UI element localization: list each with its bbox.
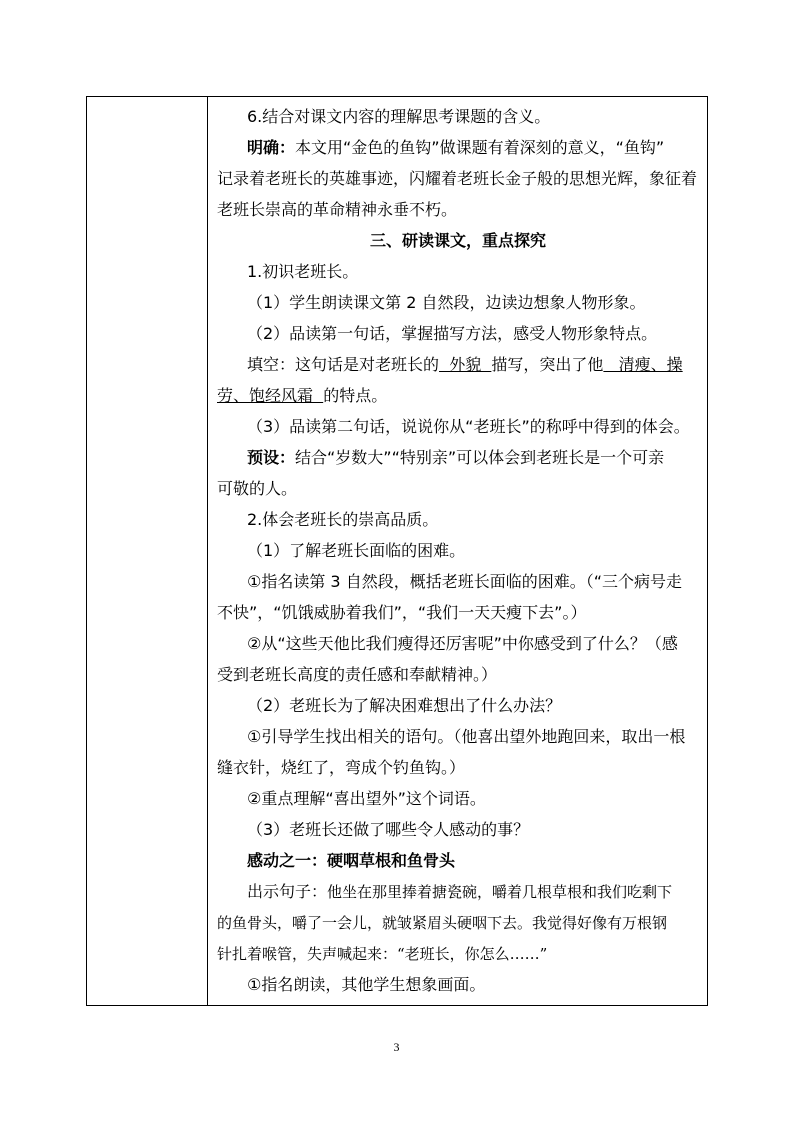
blank-answer: 劳、饱经风霜	[217, 386, 324, 405]
text-line: 预设：结合“岁数大”“特别亲”可以体会到老班长是一个可亲	[247, 448, 665, 467]
quote-line: 的鱼骨头，嚼了一会儿，就皱紧眉头硬咽下去。我觉得好像有万根钢	[217, 914, 668, 932]
text-line: （3）品读第二句话，说说你从“老班长”的称呼中得到的体会。	[247, 417, 690, 436]
text-line: ①指名朗读，其他学生想象画面。	[247, 975, 486, 994]
text-line: 受到老班长高度的责任感和奉献精神。）	[217, 665, 498, 684]
text-line: 1.初识老班长。	[247, 262, 359, 281]
text-line: 老班长崇高的革命精神永垂不朽。	[217, 200, 458, 219]
fill-blank-line: 劳、饱经风霜 的特点。	[217, 386, 388, 405]
quote-line: 出示句子：他坐在那里捧着搪瓷碗，嚼着几根草根和我们吃剩下	[247, 882, 673, 901]
text-line: 6.结合对课文内容的理解思考课题的含义。	[247, 107, 551, 126]
text-line: （2）品读第一句话，掌握描写方法，感受人物形象特点。	[247, 324, 658, 343]
subheading: 感动之一：硬咽草根和鱼骨头	[247, 851, 456, 870]
text-line: （1）学生朗读课文第 2 自然段，边读边想象人物形象。	[247, 293, 646, 312]
table-left-column	[87, 97, 208, 1005]
section-heading: 三、研读课文，重点探究	[369, 231, 546, 250]
text-line: ①引导学生找出相关的语句。（他喜出望外地跑回来，取出一根	[247, 727, 686, 746]
text-line: 不快”，“饥饿威胁着我们”，“我们一天天瘦下去”。）	[217, 603, 587, 622]
text-line: ①指名读第 3 自然段，概括老班长面临的困难。（“三个病号走	[247, 572, 682, 591]
text-line: （2）老班长为了解决困难想出了什么办法？	[247, 696, 562, 715]
text-line: 记录着老班长的英雄事迹，闪耀着老班长金子般的思想光辉，象征着	[217, 169, 698, 188]
text-line: 可敬的人。	[217, 479, 298, 498]
text-line: ②从“这些天他比我们瘦得还厉害呢”中你感受到了什么？（感	[247, 634, 678, 653]
blank-answer: 清瘦、操	[603, 355, 683, 374]
text-line: 缝衣针，烧红了，弯成个钓鱼钩。）	[217, 758, 466, 777]
table-content-cell	[209, 97, 707, 1005]
text-line: ②重点理解“喜出望外”这个词语。	[247, 789, 486, 808]
text-line: 2.体会老班长的崇高品质。	[247, 510, 439, 529]
text-line: 明确：本文用“金色的鱼钩”做课题有着深刻的意义，“鱼钩”	[247, 138, 665, 157]
text-line: （3）老班长还做了哪些令人感动的事？	[247, 820, 530, 839]
page-number: 3	[393, 1040, 400, 1054]
lesson-table	[86, 96, 708, 1006]
fill-blank-line: 填空：这句话是对老班长的 外貌 描写，突出了他 清瘦、操	[247, 355, 683, 374]
text-line: （1）了解老班长面临的困难。	[247, 541, 466, 560]
quote-line: 针扎着喉管，失声喊起来：“老班长，你怎么……”	[217, 945, 548, 963]
blank-answer: 外貌	[439, 355, 492, 374]
